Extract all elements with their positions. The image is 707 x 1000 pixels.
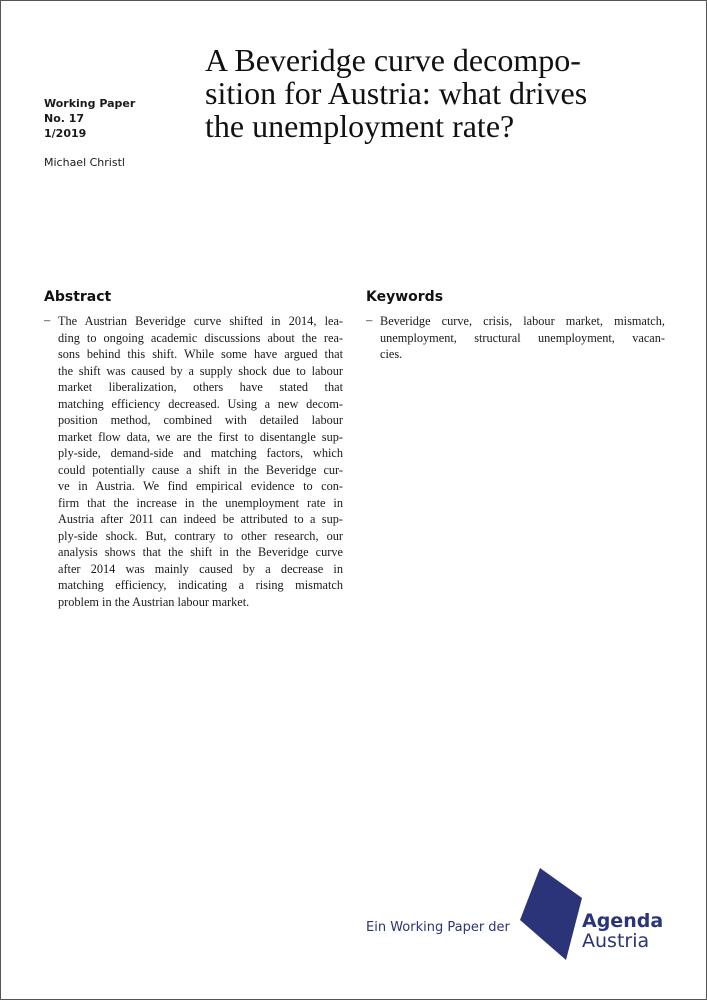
abstract-line: Austria after 2011 can indeed be attributed to a sup- bbox=[58, 512, 343, 526]
abstract-line: problem in the Austrian labour market. bbox=[58, 594, 250, 609]
paper-title bbox=[205, 44, 675, 143]
abstract-line: matching efficiency, indicating a rising mismatch bbox=[58, 578, 343, 592]
title-line: the unemployment rate? bbox=[205, 108, 515, 144]
abstract-line: matching efficiency decreased. Using a new decom- bbox=[58, 396, 343, 411]
abstract-line: could potentially cause a shift in the Beveridge cur- bbox=[58, 462, 343, 477]
abstract-bullet-dash: – bbox=[44, 313, 51, 327]
abstract-line: market flow data, we are the first to disentangle sup- bbox=[58, 429, 343, 444]
abstract-line: ding to ongoing academic discussions about the rea- bbox=[58, 330, 343, 345]
paper-number: No. 17 bbox=[44, 112, 85, 125]
abstract-line: analysis shows that the shift in the Beveridge curve bbox=[58, 545, 343, 559]
abstract-line: ply-side, demand-side and matching factors, which bbox=[58, 446, 343, 460]
agenda-austria-logo-text bbox=[582, 911, 663, 951]
footer-tagline: Ein Working Paper der bbox=[366, 920, 510, 935]
paper-date: 1/2019 bbox=[44, 127, 87, 140]
logo-word-agenda: Agenda bbox=[582, 910, 664, 932]
series-label: Working Paper bbox=[44, 97, 136, 110]
keywords-heading: Keywords bbox=[366, 289, 444, 305]
abstract-line: the shift was caused by a supply shock due to labour bbox=[58, 363, 343, 378]
title-line: A Beveridge curve decompo- bbox=[205, 42, 581, 78]
abstract-line: ply-side shock. But, contrary to other research, our bbox=[58, 528, 343, 543]
keywords-line: Beveridge curve, crisis, labour market, mismatch, bbox=[380, 314, 665, 328]
abstract-line: ve in Austria. We find empirical evidence to con- bbox=[58, 479, 343, 493]
paper-meta bbox=[44, 96, 135, 141]
abstract-line: position method, combined with detailed labour bbox=[58, 413, 343, 427]
abstract-line: market liberalization, others have stated that bbox=[58, 380, 343, 394]
author-name: Michael Christl bbox=[44, 156, 125, 169]
title-line: sition for Austria: what drives bbox=[205, 75, 588, 111]
abstract-line: firm that the increase in the unemployment rate in bbox=[58, 495, 343, 510]
abstract-line: sons behind this shift. While some have argued that bbox=[58, 347, 343, 361]
logo-word-austria: Austria bbox=[582, 930, 650, 952]
abstract-line: after 2014 was mainly caused by a decrease in bbox=[58, 561, 343, 576]
abstract-text bbox=[58, 313, 343, 610]
keywords-line: unemployment, structural unemployment, vacan- bbox=[380, 330, 665, 345]
abstract-line: The Austrian Beveridge curve shifted in 2014, lea- bbox=[58, 314, 343, 328]
keywords-line: cies. bbox=[380, 347, 403, 361]
keywords-bullet-dash: – bbox=[366, 313, 373, 327]
keywords-text bbox=[380, 313, 665, 363]
abstract-heading: Abstract bbox=[44, 289, 112, 305]
